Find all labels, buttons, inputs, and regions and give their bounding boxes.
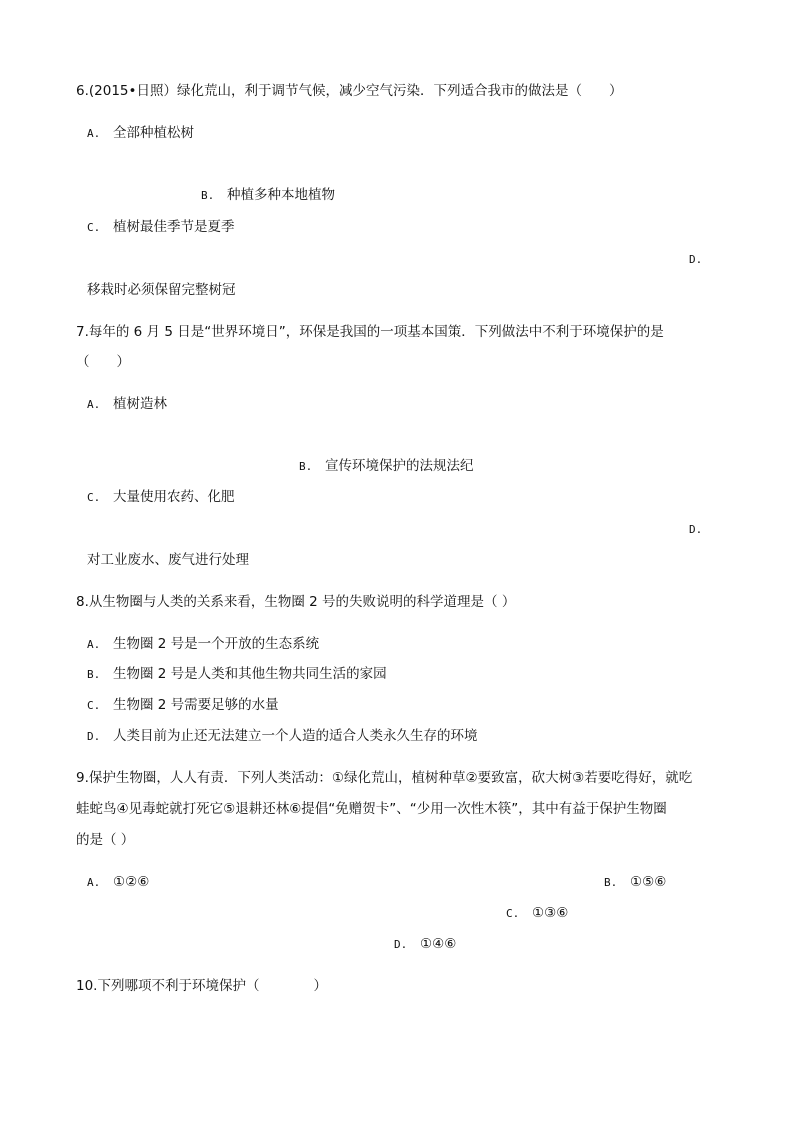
q6-option-c[interactable] [87,218,235,237]
option-letter: D. [689,523,703,536]
option-letter: B. [201,189,215,202]
option-letter: A. [87,127,101,140]
question-7-stem-cont [76,353,130,371]
question-9-stem-line3 [76,831,134,849]
question-number: 7. [76,324,89,340]
option-letter: A. [87,876,101,889]
q9-option-d[interactable] [394,935,456,954]
option-letter: D. [394,938,408,951]
q7-option-d-text[interactable] [87,551,249,569]
option-text: 宣传环境保护的法规法纪 [325,458,474,474]
option-letter: D. [689,253,703,266]
question-number: 8. [76,594,89,610]
option-letter: C. [87,491,101,504]
question-text: 从生物圈与人类的关系来看，生物圈 2 号的失败说明的科学道理是（ ） [88,594,516,610]
option-letter: B. [299,460,313,473]
option-text: 大量使用农药、化肥 [113,489,235,505]
option-letter: C. [506,907,520,920]
q6-option-d-letter[interactable] [689,250,715,269]
option-text: 人类目前为止还无法建立一个人造的适合人类永久生存的环境 [113,728,478,744]
q9-option-c[interactable] [506,904,568,923]
question-7-stem [76,323,664,341]
question-9-stem-line2 [76,800,667,818]
option-letter: D. [87,730,101,743]
q6-option-d-text[interactable] [87,281,236,299]
option-text: 对工业废水、废气进行处理 [87,552,249,568]
option-text: ①④⑥ [420,936,457,952]
question-text: 蛙蛇鸟④见毒蛇就打死它⑤退耕还林⑥提倡“免赠贺卡”、“少用一次性木筷”，其中有益于保护生物圈 [76,801,667,817]
question-text: 保护生物圈，人人有责．下列人类活动：①绿化荒山，植树种草②要致富，砍大树③若要吃得好，就吃 [88,770,693,786]
answer-blank: （ ） [76,354,130,370]
q8-option-b[interactable] [87,665,387,684]
question-number: 9. [76,770,89,786]
option-text: 植树造林 [113,396,167,412]
option-text: 全部种植松树 [113,125,194,141]
q9-option-a[interactable] [87,873,149,892]
option-text: 植树最佳季节是夏季 [113,219,235,235]
q6-option-a[interactable] [87,124,194,143]
q8-option-a[interactable] [87,635,319,654]
question-text: 的是（ ） [76,832,135,848]
option-letter: A. [87,638,101,651]
q7-option-a[interactable] [87,395,167,414]
option-text: 生物圈 2 号需要足够的水量 [113,697,279,713]
question-text: 每年的 6 月 5 日是“世界环境日”，环保是我国的一项基本国策．下列做法中不利于环境保护的是 [88,324,664,340]
option-text: 移栽时必须保留完整树冠 [87,282,236,298]
option-text: 生物圈 2 号是一个开放的生态系统 [113,636,320,652]
question-9-stem [76,769,692,787]
question-text: (2015•日照）绿化荒山，利于调节气候，减少空气污染．下列适合我市的做法是（ ） [88,83,623,99]
option-text: ①③⑥ [532,905,569,921]
option-text: 种植多种本地植物 [227,187,335,203]
question-number: 10. [76,978,98,994]
option-text: ①②⑥ [113,874,150,890]
option-text: 生物圈 2 号是人类和其他生物共同生活的家园 [113,666,387,682]
q8-option-c[interactable] [87,696,279,715]
question-text: 下列哪项不利于环境保护（ ） [97,978,327,994]
question-number: 6. [76,83,89,99]
option-letter: C. [87,221,101,234]
q8-option-d[interactable] [87,727,478,746]
q7-option-b[interactable] [299,457,474,476]
option-text: ①⑤⑥ [630,874,667,890]
question-8-stem [76,593,515,611]
q7-option-d-letter[interactable] [689,520,715,539]
option-letter: A. [87,398,101,411]
question-10-stem [76,977,327,995]
option-letter: B. [604,876,618,889]
question-6-stem [76,82,622,100]
option-letter: C. [87,699,101,712]
q6-option-b[interactable] [201,186,335,205]
q7-option-c[interactable] [87,488,235,507]
q9-option-b[interactable] [604,873,666,892]
option-letter: B. [87,668,101,681]
